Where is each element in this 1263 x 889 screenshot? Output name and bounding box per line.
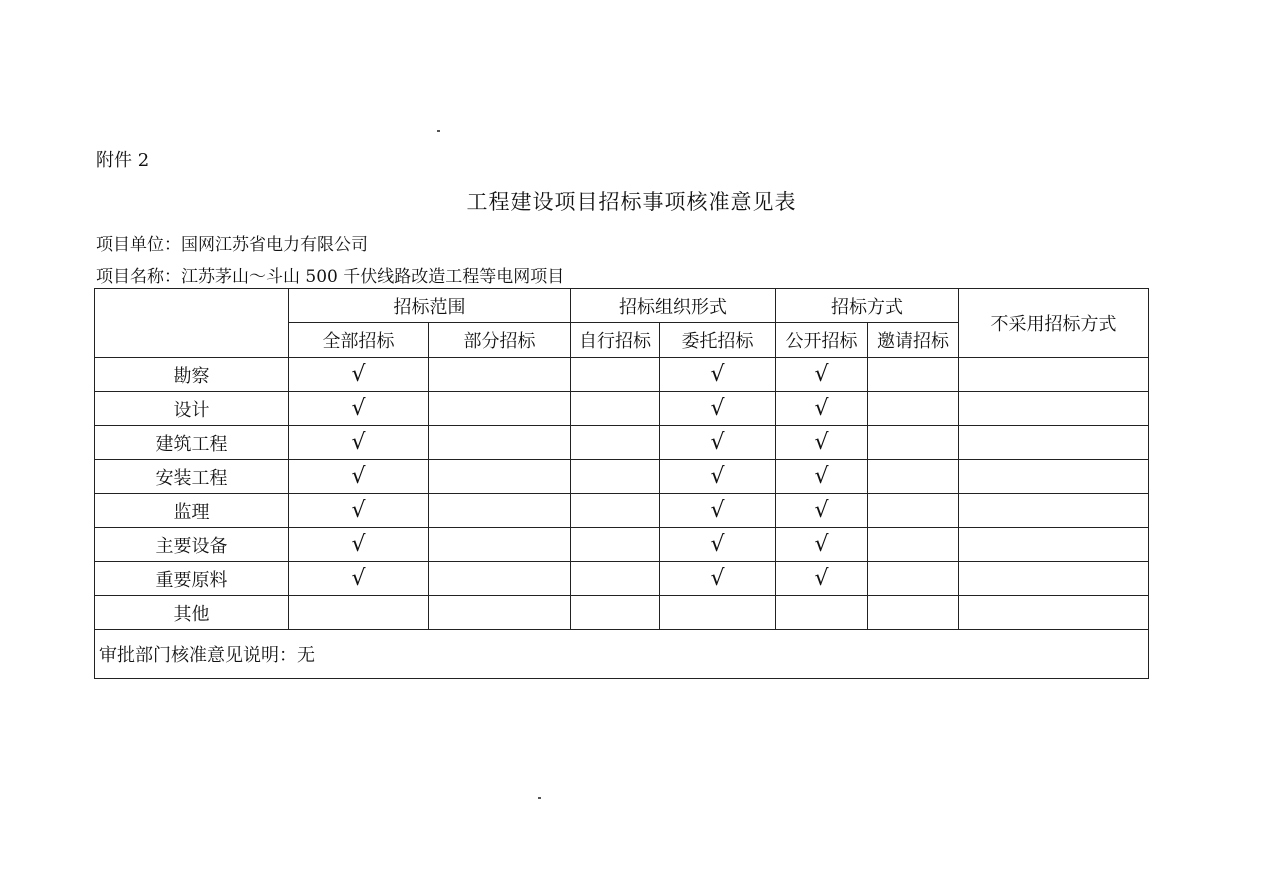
row-label: 监理 — [95, 494, 289, 528]
check-cell — [959, 494, 1149, 528]
header-row-groups — [95, 289, 1149, 323]
form-title: 工程建设项目招标事项核准意见表 — [466, 190, 797, 214]
row-label: 建筑工程 — [95, 426, 289, 460]
table-row — [95, 392, 1149, 426]
scan-speck — [538, 797, 541, 799]
check-cell — [959, 426, 1149, 460]
table-row — [95, 426, 1149, 460]
check-cell — [571, 562, 660, 596]
check-mark: √ — [351, 464, 366, 489]
subheader-self-organized: 自行招标 — [571, 323, 660, 358]
check-cell — [868, 392, 959, 426]
check-cell — [660, 562, 776, 596]
check-cell — [429, 358, 571, 392]
check-cell — [776, 426, 868, 460]
check-cell — [868, 494, 959, 528]
check-cell — [660, 596, 776, 630]
subheader-full-bidding: 全部招标 — [289, 323, 429, 358]
table-row — [95, 562, 1149, 596]
subheader-partial-bidding: 部分招标 — [429, 323, 571, 358]
project-unit: 项目单位：国网江苏省电力有限公司 — [96, 235, 368, 255]
check-mark: √ — [814, 566, 829, 591]
check-cell — [289, 494, 429, 528]
header-organization: 招标组织形式 — [571, 289, 776, 323]
approval-table — [94, 288, 1149, 679]
check-cell — [868, 460, 959, 494]
check-mark: √ — [710, 396, 725, 421]
check-cell — [868, 426, 959, 460]
row-label: 设计 — [95, 392, 289, 426]
table-row — [95, 596, 1149, 630]
check-cell — [959, 562, 1149, 596]
subheader-open-bidding: 公开招标 — [776, 323, 868, 358]
approval-note-row — [95, 630, 1149, 679]
table-row — [95, 528, 1149, 562]
row-label: 安装工程 — [95, 460, 289, 494]
check-cell — [660, 426, 776, 460]
header-no-method: 不采用招标方式 — [959, 289, 1149, 358]
check-cell — [429, 596, 571, 630]
check-cell — [429, 460, 571, 494]
check-mark: √ — [351, 430, 366, 455]
check-cell — [571, 528, 660, 562]
check-mark: √ — [814, 498, 829, 523]
check-mark: √ — [351, 396, 366, 421]
attachment-label: 附件 2 — [96, 150, 150, 171]
check-cell — [776, 562, 868, 596]
check-mark: √ — [351, 566, 366, 591]
check-cell — [959, 596, 1149, 630]
check-cell — [776, 392, 868, 426]
check-mark: √ — [710, 464, 725, 489]
check-cell — [776, 528, 868, 562]
check-cell — [571, 494, 660, 528]
check-cell — [571, 358, 660, 392]
check-cell — [289, 426, 429, 460]
check-cell — [868, 528, 959, 562]
check-cell — [660, 392, 776, 426]
check-cell — [959, 528, 1149, 562]
check-cell — [868, 358, 959, 392]
subheader-entrusted: 委托招标 — [660, 323, 776, 358]
check-cell — [429, 494, 571, 528]
blank-corner-cell — [95, 289, 289, 358]
check-cell — [289, 460, 429, 494]
check-mark: √ — [351, 532, 366, 557]
check-mark: √ — [351, 362, 366, 387]
check-cell — [429, 392, 571, 426]
check-mark: √ — [814, 396, 829, 421]
check-mark: √ — [351, 498, 366, 523]
project-name: 项目名称：江苏茅山～斗山 500 千伏线路改造工程等电网项目 — [96, 267, 565, 287]
row-label: 其他 — [95, 596, 289, 630]
check-cell — [660, 460, 776, 494]
check-cell — [776, 358, 868, 392]
row-label: 重要原料 — [95, 562, 289, 596]
subheader-invited-bidding: 邀请招标 — [868, 323, 959, 358]
check-cell — [429, 562, 571, 596]
check-mark: √ — [710, 362, 725, 387]
row-label: 主要设备 — [95, 528, 289, 562]
check-cell — [429, 528, 571, 562]
check-mark: √ — [710, 498, 725, 523]
check-cell — [571, 596, 660, 630]
check-cell — [776, 596, 868, 630]
check-cell — [660, 494, 776, 528]
check-mark: √ — [710, 532, 725, 557]
check-mark: √ — [814, 464, 829, 489]
check-cell — [776, 460, 868, 494]
check-cell — [660, 358, 776, 392]
check-cell — [289, 392, 429, 426]
check-cell — [776, 494, 868, 528]
check-cell — [289, 596, 429, 630]
check-cell — [868, 596, 959, 630]
check-mark: √ — [710, 566, 725, 591]
table-row — [95, 460, 1149, 494]
check-cell — [959, 392, 1149, 426]
check-cell — [289, 528, 429, 562]
check-cell — [289, 358, 429, 392]
check-cell — [571, 460, 660, 494]
check-cell — [289, 562, 429, 596]
header-scope: 招标范围 — [289, 289, 571, 323]
header-method: 招标方式 — [776, 289, 959, 323]
check-cell — [959, 460, 1149, 494]
row-label: 勘察 — [95, 358, 289, 392]
scan-speck — [437, 130, 440, 132]
check-cell — [429, 426, 571, 460]
check-mark: √ — [814, 430, 829, 455]
table-row — [95, 494, 1149, 528]
check-mark: √ — [710, 430, 725, 455]
check-cell — [571, 426, 660, 460]
check-mark: √ — [814, 362, 829, 387]
check-cell — [959, 358, 1149, 392]
approval-note: 审批部门核准意见说明：无 — [95, 630, 1149, 679]
table-row — [95, 358, 1149, 392]
check-cell — [660, 528, 776, 562]
check-cell — [868, 562, 959, 596]
check-mark: √ — [814, 532, 829, 557]
check-cell — [571, 392, 660, 426]
